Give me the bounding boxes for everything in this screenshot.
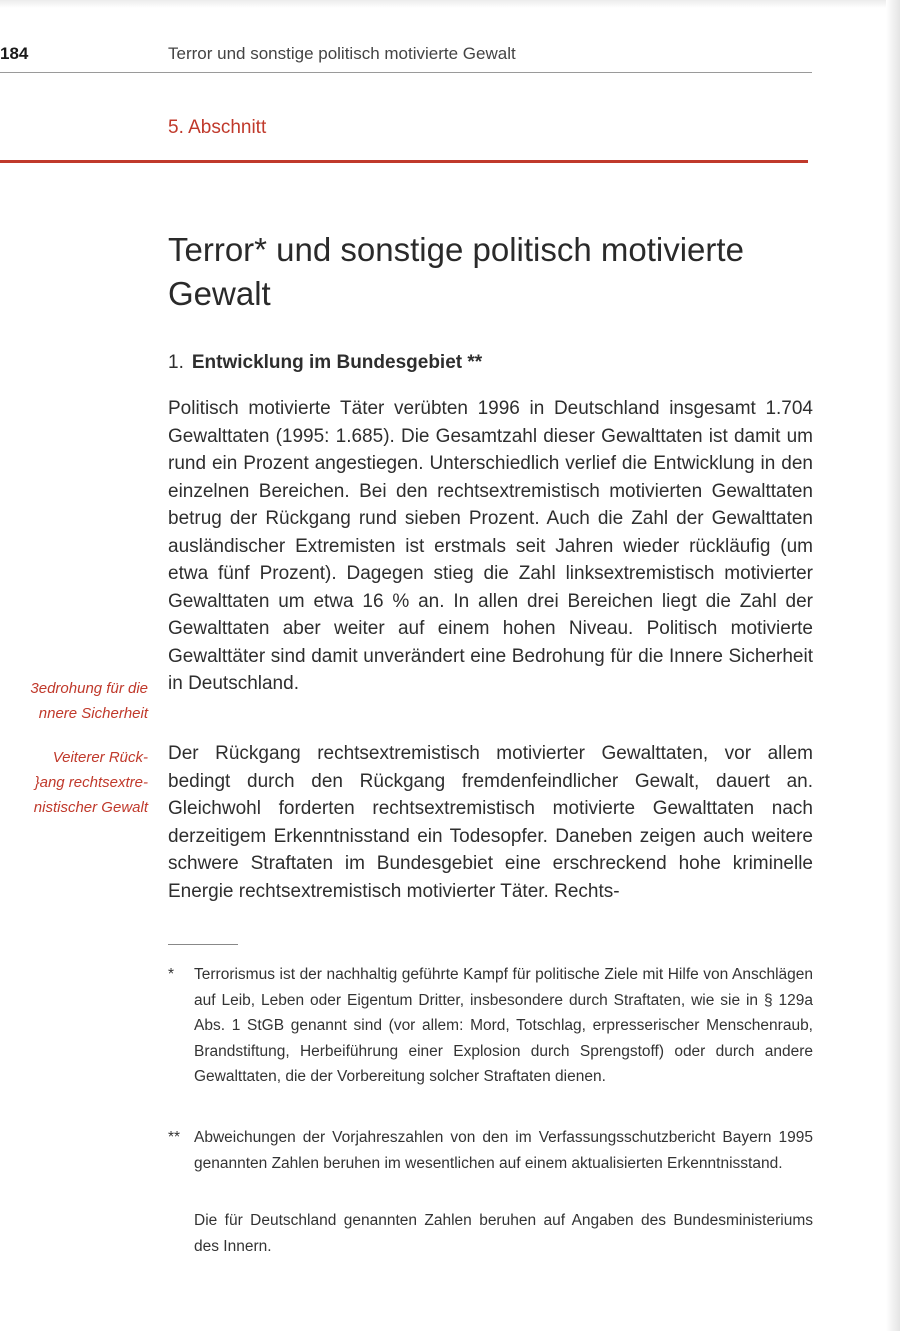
subsection-number: 1. xyxy=(168,352,184,373)
body-paragraph-1: Politisch motivierte Täter verübten 1996 in Deutschland insgesamt 1.704 Gewalttaten (1995: 1.685). Die Gesamtzahl dieser Gewalttaten ist damit um rund ein Prozent angestiegen. Unterschiedlich verlief die Entwicklung in den einzelnen Bereichen. Bei den rechtsextremistisch motivierten Gewalttaten betrug der Rückgang rund sieben Prozent. Auch die Zahl der Gewalttaten ausländischer Extremisten ist erstmals seit Jahren wieder rückläufig (um etwa fünf Prozent). Dagegen stieg die Zahl linksextremistisch motivierter Gewalttaten um etwa 16 % an. In allen drei Bereichen liegt die Zahl der Gewalttaten aber weiter auf einem hohen Niveau. Politisch motivierte Gewalttäter sind damit unverändert eine Bedrohung für die Innere Sicherheit in Deutschland. xyxy=(168,398,813,694)
margin-note-line: nnere Sicherheit xyxy=(38,705,148,722)
footnote-text: Abweichungen der Vorjahreszahlen von den im Verfassungsschutzbericht Bayern 1995 genannten Zahlen beruhen im wesentlichen auf einem aktualisierten Erkenntnisstand. xyxy=(194,1129,813,1172)
subsection-heading xyxy=(168,352,482,374)
footnote-source xyxy=(168,1208,813,1259)
footnote-rule xyxy=(168,944,238,945)
section-label: 5. Abschnitt xyxy=(168,117,267,138)
running-header: Terror und sonstige politisch motivierte Gewalt xyxy=(168,44,516,63)
footnote-text: Terrorismus ist der nachhaltig geführte Kampf für politische Ziele mit Hilfe von Anschlägen auf Leib, Leben oder Eigentum Dritter, insbesondere durch Straftaten, wie sie in § 129a Abs. 1 StGB genannt sind (vor allem: Mord, Totschlag, erpresserischer Menschenraub, Brandstiftung, Herbeiführung einer Explosion durch Sprengstoff) oder durch andere Gewalttaten, die der Vorbereitung solcher Straftaten dienen. xyxy=(194,966,813,1085)
header-rule xyxy=(0,72,812,73)
footnote-terrorism xyxy=(168,962,813,1090)
footnote-deviations xyxy=(168,1125,813,1176)
page-number: 184 xyxy=(0,44,29,63)
margin-note-line: }ang rechtsextre- xyxy=(34,774,148,791)
margin-note-decline xyxy=(0,745,148,820)
footnote-text: Die für Deutschland genannten Zahlen beruhen auf Angaben des Bundesministeriums des Innern. xyxy=(194,1212,813,1255)
body-paragraph-2: Der Rückgang rechtsextremistisch motivierter Gewalttaten, vor allem bedingt durch den Rückgang fremdenfeindlicher Gewalt, dauert an. Gleichwohl forderten rechtsextremistisch motivierte Gewalttaten nach derzeitigem Erkenntnisstand ein Todesopfer. Daneben zeigen auch weitere schwere Straftaten im Bundesgebiet eine erschreckend hohe kriminelle Energie rechtsextremistisch motivierter Täter. Rechts- xyxy=(168,743,813,902)
footnote-marker: ** xyxy=(168,1129,181,1146)
page-edge-shadow xyxy=(886,0,900,1331)
page-top-shade xyxy=(0,0,900,8)
margin-note-line: Veiterer Rück- xyxy=(52,749,148,766)
footnote-marker: * xyxy=(168,966,175,983)
subsection-title: Entwicklung im Bundesgebiet ** xyxy=(191,352,483,373)
margin-note-line: nistischer Gewalt xyxy=(33,799,148,816)
chapter-title: Terror* und sonstige politisch motivierte Gewalt xyxy=(168,231,744,312)
section-rule xyxy=(0,160,808,163)
margin-note-threat xyxy=(0,676,148,726)
margin-note-line: 3edrohung für die xyxy=(30,680,148,697)
